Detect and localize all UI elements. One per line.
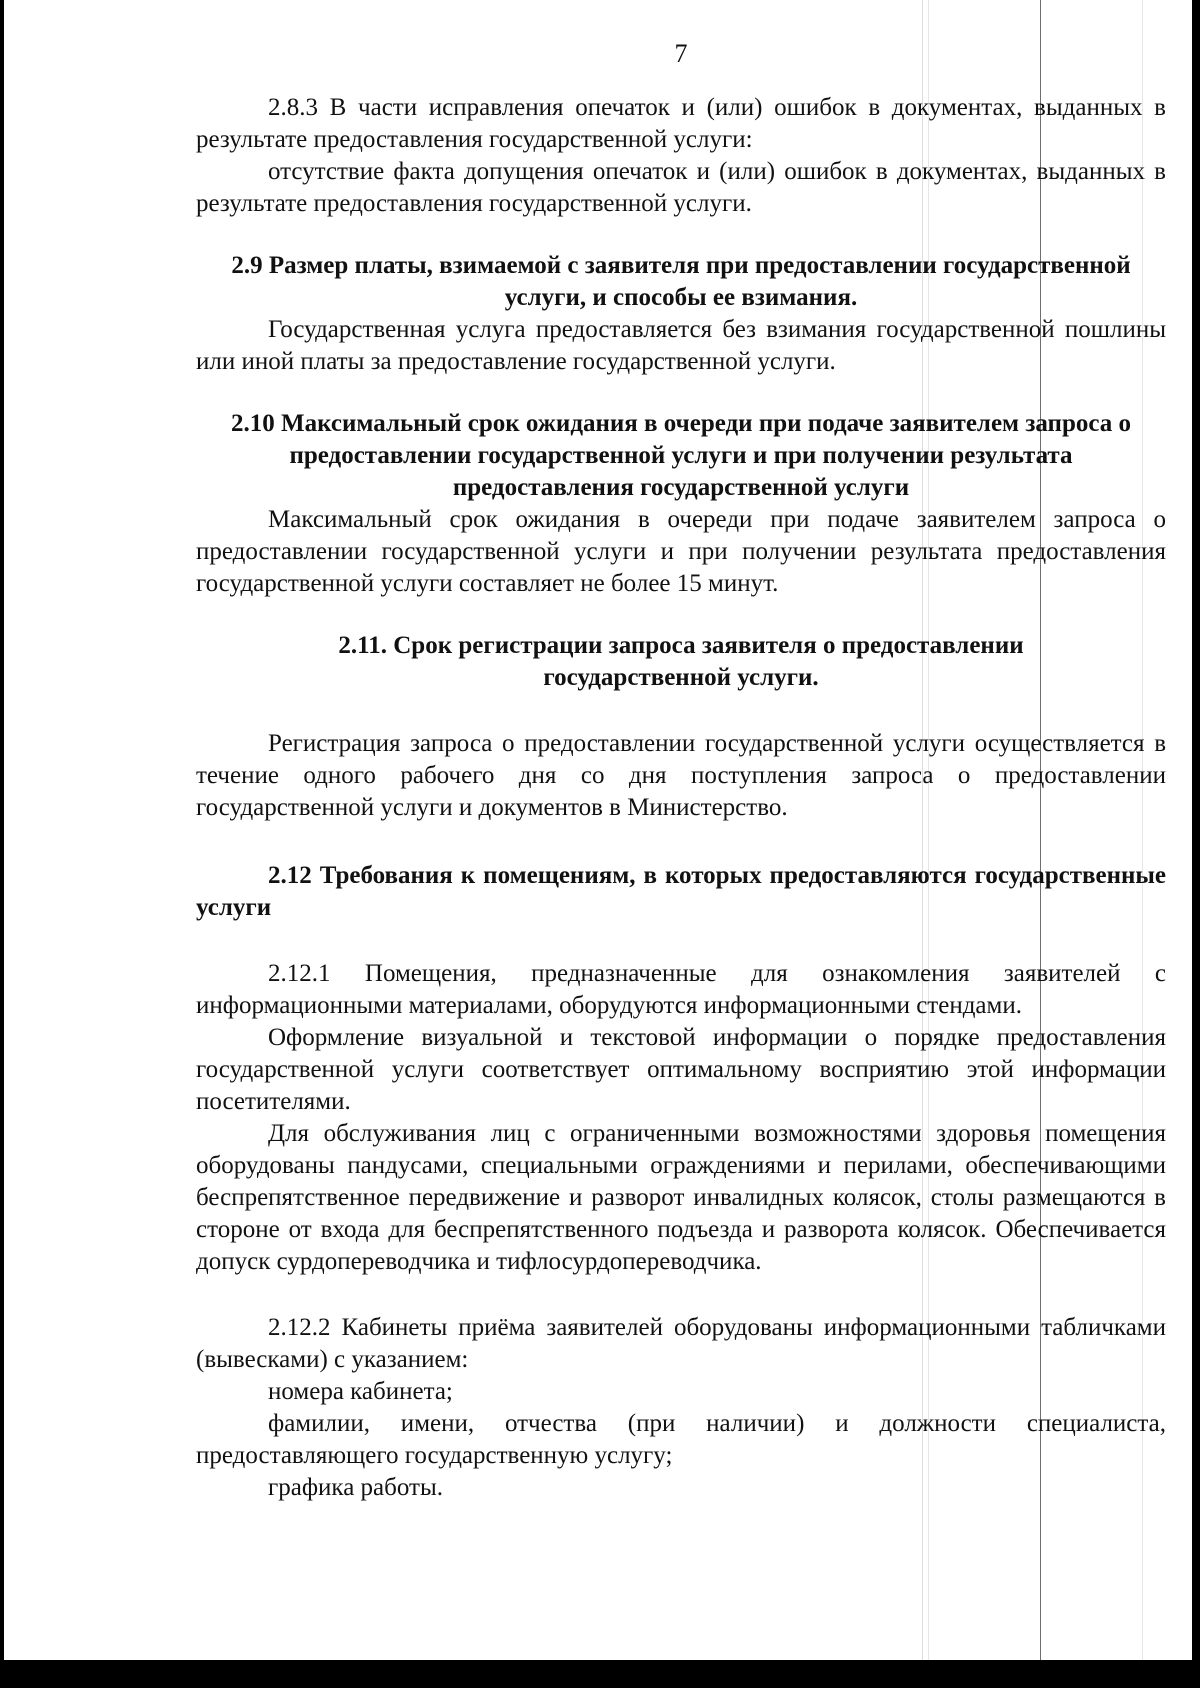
- paragraph-2-9: Государственная услуга предоставляется без взимания государственной пошлины или иной платы за предоставление государственной услуги.: [196, 316, 1166, 375]
- scan-border-left: [0, 0, 4, 1688]
- paragraph-information-design: Оформление визуальной и текстовой информации о порядке предоставления государственной услуги соответствует оптимальному восприятию этой информации посетителями.: [196, 1024, 1166, 1115]
- list-item-room-number: номера кабинета;: [268, 1378, 453, 1405]
- document-body: [196, 38, 1166, 1504]
- list-item-work-schedule: графика работы.: [268, 1474, 443, 1501]
- paragraph-2-8-3-condition: отсутствие факта допущения опечаток и (или) ошибок в документах, выданных в результате предоставления государственной услуги.: [196, 158, 1166, 217]
- paragraph-2-11: Регистрация запроса о предоставлении государственной услуги осуществляется в течение одного рабочего дня со дня поступления запроса о предоставлении государственной услуги и документов в Министерство.: [196, 730, 1166, 821]
- list-item-specialist-name: фамилии, имени, отчества (при наличии) и должности специалиста, предоставляющего государственную услугу;: [196, 1410, 1166, 1469]
- paragraph-2-12-2: 2.12.2 Кабинеты приёма заявителей оборудованы информационными табличками (вывесками) с указанием:: [196, 1314, 1166, 1373]
- heading-2-12: 2.12 Требования к помещениям, в которых предоставляются государственные услуги: [196, 862, 1166, 921]
- paragraph-2-10: Максимальный срок ожидания в очереди при подаче заявителем запроса о предоставлении государственной услуги и при получении результата предоставления государственной услуги составляет не более 15 минут.: [196, 506, 1166, 597]
- scan-border-bottom: [0, 1660, 1200, 1688]
- paragraph-2-12-1: 2.12.1 Помещения, предназначенные для ознакомления заявителей с информационными материалами, оборудуются информационными стендами.: [196, 960, 1166, 1019]
- heading-2-9: 2.9 Размер платы, взимаемой с заявителя при предоставлении государственной услуги, и способы ее взимания.: [231, 252, 1131, 311]
- paragraph-accessibility: Для обслуживания лиц с ограниченными возможностями здоровья помещения оборудованы пандусами, специальными ограждениями и перилами, обеспечивающими беспрепятственное передвижение и разворот инвалидных колясок, столы размещаются в стороне от входа для беспрепятственного подъезда и разворота колясок. Обеспечивается допуск сурдопереводчика и тифлосурдопереводчика.: [196, 1120, 1166, 1275]
- page-number: 7: [674, 39, 688, 68]
- paragraph-2-8-3: 2.8.3 В части исправления опечаток и (или) ошибок в документах, выданных в результате предоставления государственной услуги:: [196, 94, 1166, 153]
- heading-2-10: 2.10 Максимальный срок ожидания в очереди при подаче заявителем запроса о предоставлении государственной услуги и при получении результата предоставления государственной услуги: [230, 410, 1131, 501]
- heading-2-11: 2.11. Срок регистрации запроса заявителя о предоставлении государственной услуги.: [338, 632, 1024, 691]
- scan-border-right: [1192, 0, 1200, 1688]
